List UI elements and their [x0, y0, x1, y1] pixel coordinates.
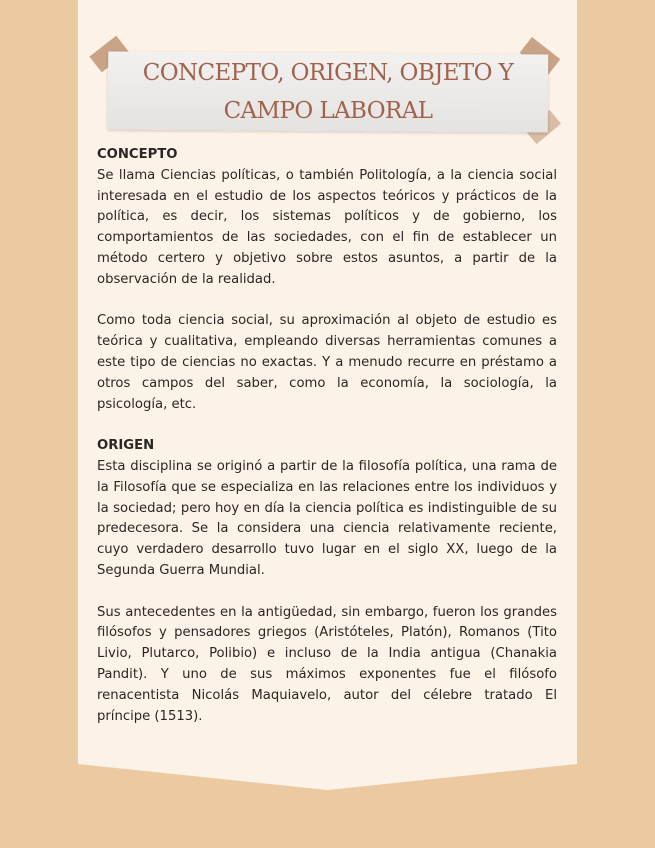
concepto-paragraph-1: Se llama Ciencias políticas, o también Politología, a la ciencia social interesada en el estudio de los aspectos teóricos y prácticos de la política, es decir, los sistemas políticos y de gobierno, los comportamientos de las sociedades, con el fin de establecer un método certero y objetivo sobre estos asuntos, a partir de la observación de la realidad.: [97, 167, 557, 287]
section-heading-concepto: CONCEPTO: [97, 147, 178, 162]
origen-paragraph-1: Esta disciplina se originó a partir de la filosofía política, una rama de la Filosofía que se especializa en las relaciones entre los individuos y la sociedad; pero hoy en día la ciencia política es indistinguible de su predecesora. Se la considera una ciencia relativamente reciente, cuyo verdadero desarrollo tuvo lugar en el siglo XX, luego de la Segunda Guerra Mundial.: [97, 458, 557, 578]
concepto-paragraph-2: Como toda ciencia social, su aproximación al objeto de estudio es teórica y cualitativa, empleando diversas herramientas comunes a este tipo de ciencias no exactas. Y a menudo recurre en préstamo a otros campos del saber, como la economía, la sociología, la psicología, etc.: [97, 313, 557, 412]
page-title: CONCEPTO, ORIGEN, OBJETO Y CAMPO LABORAL: [142, 60, 514, 124]
document-body: [97, 145, 557, 727]
origen-paragraph-2: Sus antecedentes en la antigüedad, sin embargo, fueron los grandes filósofos y pensadores griegos (Aristóteles, Platón), Romanos (Tito Livio, Plutarco, Polibio) e incluso de la India antigua (Chanakia Pandit). Y uno de sus máximos exponentes fue el filósofo renacentista Nicolás Maquiavelo, autor del célebre tratado El príncipe (1513).: [97, 604, 557, 724]
section-heading-origen: ORIGEN: [97, 438, 155, 454]
